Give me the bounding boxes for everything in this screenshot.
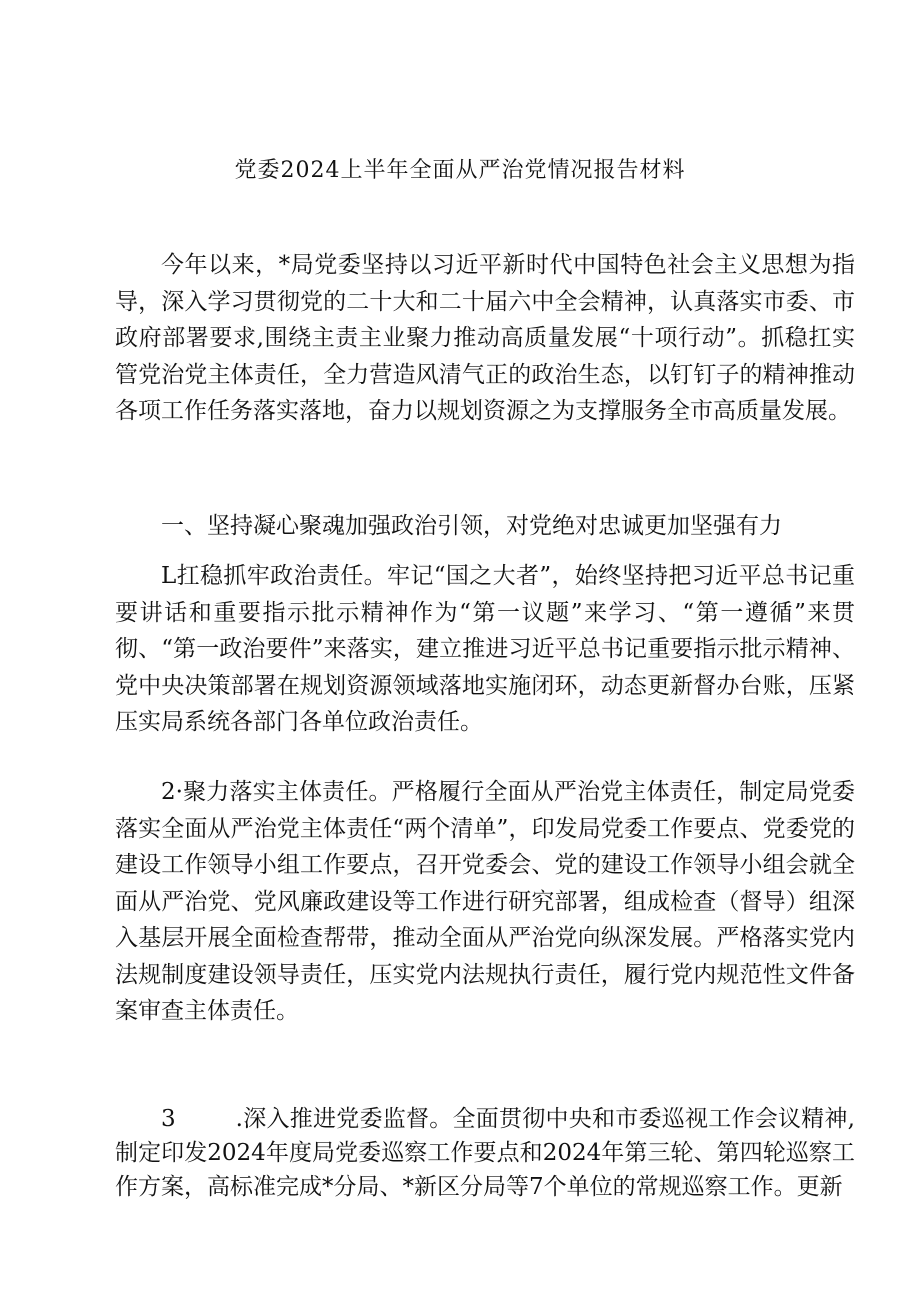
item-3-number: 3 [161,1106,176,1132]
document-title: 党委2024上半年全面从严治党情况报告材料 [234,158,686,183]
intro-paragraph: 今年以来，*局党委坚持以习近平新时代中国特色社会主义思想为指导，深入学习贯彻党的二十大和二十届六中全会精神，认真落实市委、市政府部署要求,围绕主责主业聚力推动高质量发展“十项行动”。抓稳扛实管党治党主体责任，全力营造风清气正的政治生态，以钉钉子的精神推动各项工作任务落实落地，奋力以规划资源之为支撑服务全市高质量发展。 [115,252,855,424]
section-heading: 一、坚持凝心聚魂加强政治引领，对党绝对忠诚更加坚强有力 [161,513,782,539]
item-3-text: .深入推进党委监督。全面贯彻中央和市委巡视工作会议精神,制定印发2024年度局党委巡察工作要点和2024年第三轮、第四轮巡察工作方案，高标准完成*分局、*新区分局等7个单位的常规巡察工作。更新 [115,1106,855,1200]
item-3-paragraph [115,1102,855,1204]
item-1-paragraph: L扛稳抓牢政治责任。牢记“国之大者”，始终坚持把习近平总书记重要讲话和重要指示批示精神作为“第一议题”来学习、“第一遵循”来贯彻、“第一政治要件”来落实，建立推进习近平总书记重要指示批示精神、党中央决策部署在规划资源领域落地实施闭环，动态更新督办台账，压紧压实局系统各部门各单位政治责任。 [115,563,855,735]
item-2-paragraph: 2·聚力落实主体责任。严格履行全面从严治党主体责任，制定局党委落实全面从严治党主体责任“两个清单”，印发局党委工作要点、党委党的建设工作领导小组工作要点，召开党委会、党的建设工作领导小组会就全面从严治党、党风廉政建设等工作进行研究部署，组成检查（督导）组深入基层开展全面检查帮带，推动全面从严治党向纵深发展。严格落实党内法规制度建设领导责任，压实党内法规执行责任，履行党内规范性文件备案审查主体责任。 [115,779,855,1024]
